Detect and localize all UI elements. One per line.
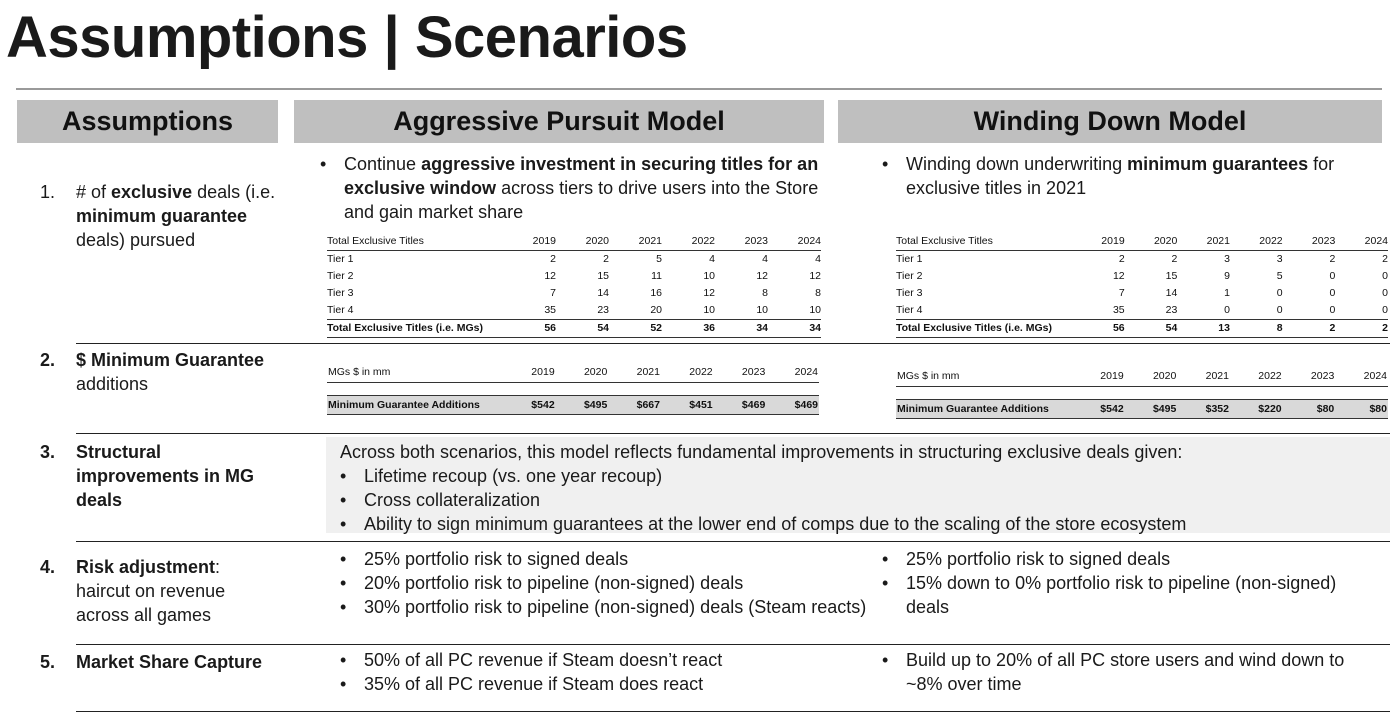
winding-mg-table xyxy=(896,366,1388,419)
structural-bullet: • Cross collateralization xyxy=(340,490,541,510)
table-header-row: MGs $ in mm 2019 2020 2021 2022 2023 2024 xyxy=(896,366,1388,387)
row-4-label: Risk adjustment: haircut on revenue across all games xyxy=(76,557,226,625)
row-5-number: 5. xyxy=(40,652,56,672)
row-3-number: 3. xyxy=(40,442,56,462)
table-total-row: Minimum Guarantee Additions $542 $495 $352 $220 $80 $80 xyxy=(896,400,1388,419)
row-divider xyxy=(76,541,1390,542)
header-assumptions: Assumptions xyxy=(17,100,278,143)
table-header-row: MGs $ in mm 2019 2020 2021 2022 2023 2024 xyxy=(327,362,819,383)
row-2-label: $ Minimum Guarantee additions xyxy=(76,350,265,394)
aggressive-risk-bullet: • 20% portfolio risk to pipeline (non-signed) deals xyxy=(340,573,744,593)
row-4-number: 4. xyxy=(40,557,56,577)
table-total-row: Minimum Guarantee Additions $542 $495 $667 $451 $469 $469 xyxy=(327,396,819,415)
table-total-row: Total Exclusive Titles (i.e. MGs) 56 54 52 36 34 34 xyxy=(327,320,821,338)
table-total-row: Total Exclusive Titles (i.e. MGs) 56 54 13 8 2 2 xyxy=(896,320,1388,338)
row-5-label: Market Share Capture xyxy=(76,652,263,672)
row-1-number: 1. xyxy=(40,182,56,202)
table-row: Tier 2 12 15 9 5 0 0 xyxy=(896,269,1388,282)
row-1-label: # of exclusive deals (i.e. minimum guarantee deals) pursued xyxy=(76,182,276,250)
header-winding-model: Winding Down Model xyxy=(838,100,1382,143)
table-row: Tier 1 2 2 5 4 4 4 xyxy=(327,252,821,265)
header-aggressive-model: Aggressive Pursuit Model xyxy=(294,100,824,143)
aggressive-mg-table xyxy=(327,362,819,415)
row-3-label: Structural improvements in MG deals xyxy=(76,442,255,510)
table-row: Tier 2 12 15 11 10 12 12 xyxy=(327,269,821,282)
aggressive-market-bullet: • 50% of all PC revenue if Steam doesn’t react xyxy=(340,650,723,670)
row-divider xyxy=(76,711,1390,712)
row-divider xyxy=(76,644,1390,645)
aggressive-risk-bullet: • 25% portfolio risk to signed deals xyxy=(340,549,629,569)
structural-bullet: • Lifetime recoup (vs. one year recoup) xyxy=(340,466,663,486)
row-2-number: 2. xyxy=(40,350,56,370)
aggressive-market-bullet: • 35% of all PC revenue if Steam does react xyxy=(340,674,704,694)
aggressive-risk-bullet: • 30% portfolio risk to pipeline (non-signed) deals (Steam reacts) xyxy=(340,597,867,617)
row-divider xyxy=(76,433,1390,434)
table-header-row: Total Exclusive Titles 2019 2020 2021 2022 2023 2024 xyxy=(327,233,821,251)
winding-risk-bullet: • 25% portfolio risk to signed deals xyxy=(882,549,1171,569)
table-row: Tier 3 7 14 1 0 0 0 xyxy=(896,286,1388,299)
table-header-row: Total Exclusive Titles 2019 2020 2021 2022 2023 2024 xyxy=(896,233,1388,251)
structural-bullet: • Ability to sign minimum guarantees at the lower end of comps due to the scaling of the store ecosystem xyxy=(340,514,1187,534)
winding-market-bullet: • Build up to 20% of all PC store users and wind down to ~8% over time xyxy=(882,650,1345,694)
winding-titles-table xyxy=(896,233,1388,338)
table-row: Tier 4 35 23 20 10 10 10 xyxy=(327,303,821,316)
aggressive-titles-table xyxy=(327,233,821,338)
aggressive-intro: • Continue aggressive investment in securing titles for an exclusive window across tiers to drive users into the Store and gain market share xyxy=(320,154,819,222)
table-row: Tier 4 35 23 0 0 0 0 xyxy=(896,303,1388,316)
structural-intro: Across both scenarios, this model reflects fundamental improvements in structuring exclusive deals given: xyxy=(340,442,1183,462)
page-title: Assumptions | Scenarios xyxy=(6,5,688,70)
winding-risk-bullet: • 15% down to 0% portfolio risk to pipeline (non-signed) deals xyxy=(882,573,1337,617)
title-divider xyxy=(16,88,1382,90)
table-row: Tier 1 2 2 3 3 2 2 xyxy=(896,252,1388,265)
winding-intro: • Winding down underwriting minimum guarantees for exclusive titles in 2021 xyxy=(882,154,1335,198)
table-row: Tier 3 7 14 16 12 8 8 xyxy=(327,286,821,299)
row-divider xyxy=(76,343,1390,344)
